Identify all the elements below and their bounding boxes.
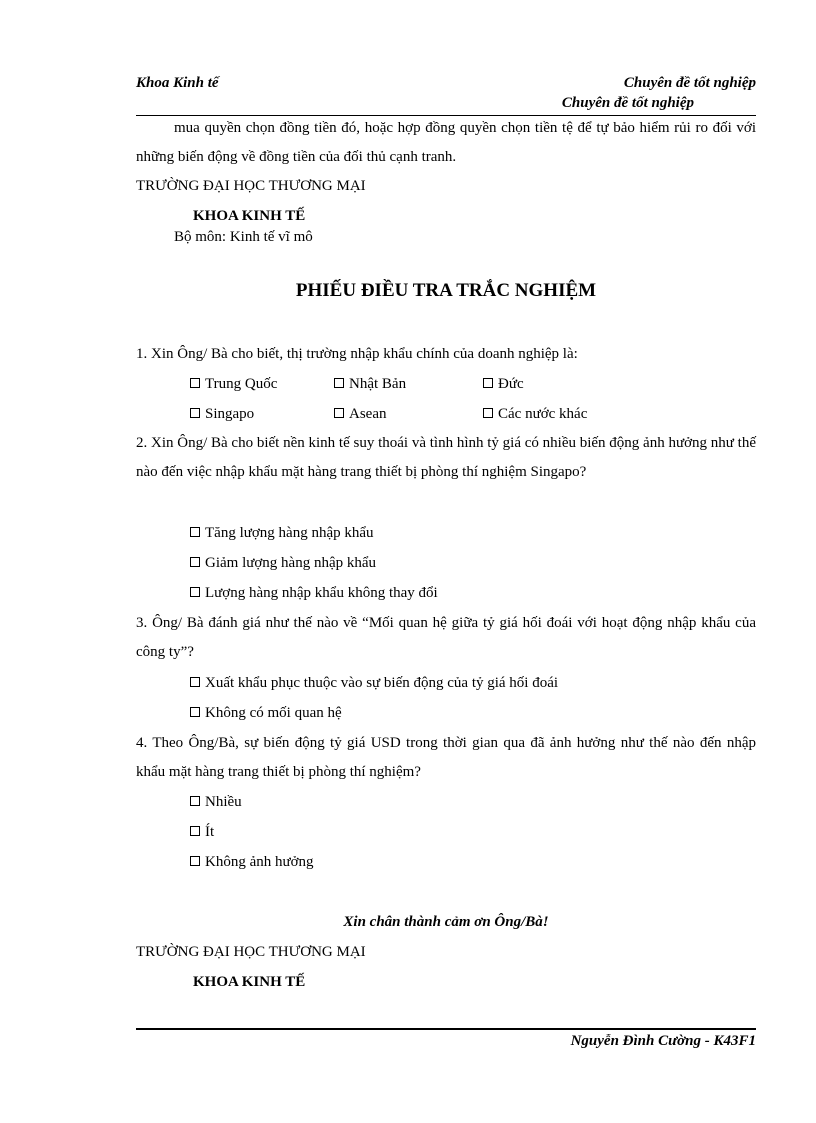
checkbox-icon: [190, 527, 200, 537]
q3-option-1[interactable]: [190, 675, 558, 692]
option-label: Các nước khác: [498, 406, 588, 422]
q2-option-2[interactable]: [190, 555, 376, 572]
school-name-2: TRƯỜNG ĐẠI HỌC THƯƠNG MẠI: [136, 944, 366, 960]
checkbox-icon: [483, 378, 493, 388]
checkbox-icon: [190, 587, 200, 597]
option-label: Nhật Bản: [349, 376, 407, 392]
checkbox-icon: [190, 378, 200, 388]
checkbox-icon: [190, 856, 200, 866]
school-name: TRƯỜNG ĐẠI HỌC THƯƠNG MẠI: [136, 178, 366, 194]
option-label: Nhiều: [205, 794, 242, 810]
footer-author: Nguyễn Đình Cường - K43F1: [570, 1033, 756, 1049]
checkbox-icon: [190, 707, 200, 717]
q2-option-1[interactable]: [190, 525, 374, 542]
header-title-duplicate: Chuyên đề tốt nghiệp: [561, 95, 694, 111]
thank-you-note: Xin chân thành cảm ơn Ông/Bà!: [343, 914, 549, 930]
question-1: 1. Xin Ông/ Bà cho biết, thị trường nhập khẩu chính của doanh nghiệp là:: [136, 346, 578, 362]
q2-option-3[interactable]: [190, 585, 438, 602]
faculty-name-2: KHOA KINH TẾ: [193, 974, 306, 990]
header-title: Chuyên đề tốt nghiệp: [623, 75, 756, 91]
checkbox-icon: [190, 677, 200, 687]
q4-option-2[interactable]: [190, 824, 214, 841]
checkbox-icon: [334, 378, 344, 388]
header-faculty: Khoa Kinh tế: [136, 75, 219, 91]
checkbox-icon: [483, 408, 493, 418]
page-title: PHIẾU ĐIỀU TRA TRẮC NGHIỆM: [295, 280, 597, 301]
option-label: Không ảnh hưởng: [205, 854, 314, 870]
option-label: Lượng hàng nhập khẩu không thay đổi: [205, 585, 438, 601]
option-label: Đức: [498, 376, 524, 392]
option-label: Tăng lượng hàng nhập khẩu: [205, 525, 374, 541]
option-label: Singapo: [205, 406, 255, 422]
faculty-name: KHOA KINH TẾ: [193, 208, 306, 224]
q1-option-asean[interactable]: [334, 406, 387, 423]
checkbox-icon: [334, 408, 344, 418]
option-label: Giảm lượng hàng nhập khẩu: [205, 555, 377, 571]
q1-option-cac-nuoc-khac[interactable]: [483, 406, 587, 423]
q1-option-trung-quoc[interactable]: [190, 376, 277, 393]
q1-option-singapo[interactable]: [190, 406, 254, 423]
option-label: Asean: [349, 406, 387, 422]
checkbox-icon: [190, 408, 200, 418]
q3-option-2[interactable]: [190, 705, 342, 722]
question-2: 2. Xin Ông/ Bà cho biết nền kinh tế suy thoái và tình hình tỷ giá có nhiều biến động ảnh hưởng như thế nào đến việc nhập khẩu mặt hàng trang thiết bị phòng thí nghiệm Singapo?: [136, 435, 756, 480]
option-label: Xuất khẩu phục thuộc vào sự biến động của tỷ giá hối đoái: [205, 675, 559, 691]
intro-paragraph: mua quyền chọn đồng tiền đó, hoặc hợp đồng quyền chọn tiền tệ để tự bảo hiểm rủi ro đối với những biến động về đồng tiền của đối thủ cạnh tranh.: [136, 120, 756, 165]
question-3: 3. Ông/ Bà đánh giá như thế nào về “Mối quan hệ giữa tỷ giá hối đoái với hoạt động nhập khẩu của công ty”?: [136, 615, 756, 660]
checkbox-icon: [190, 557, 200, 567]
q4-option-1[interactable]: [190, 794, 242, 811]
footer-rule: [136, 1028, 756, 1030]
option-label: Ít: [205, 824, 215, 840]
q4-option-3[interactable]: [190, 854, 314, 871]
question-4: 4. Theo Ông/Bà, sự biến động tỷ giá USD trong thời gian qua đã ảnh hưởng như thế nào đến nhập khẩu mặt hàng trang thiết bị phòng thí nghiệm?: [136, 735, 756, 780]
department-name: Bộ môn: Kinh tế vĩ mô: [174, 229, 313, 245]
option-label: Trung Quốc: [205, 376, 278, 392]
q1-option-duc[interactable]: [483, 376, 524, 393]
checkbox-icon: [190, 796, 200, 806]
option-label: Không có mối quan hệ: [205, 705, 342, 721]
q1-option-nhat-ban[interactable]: [334, 376, 406, 393]
checkbox-icon: [190, 826, 200, 836]
